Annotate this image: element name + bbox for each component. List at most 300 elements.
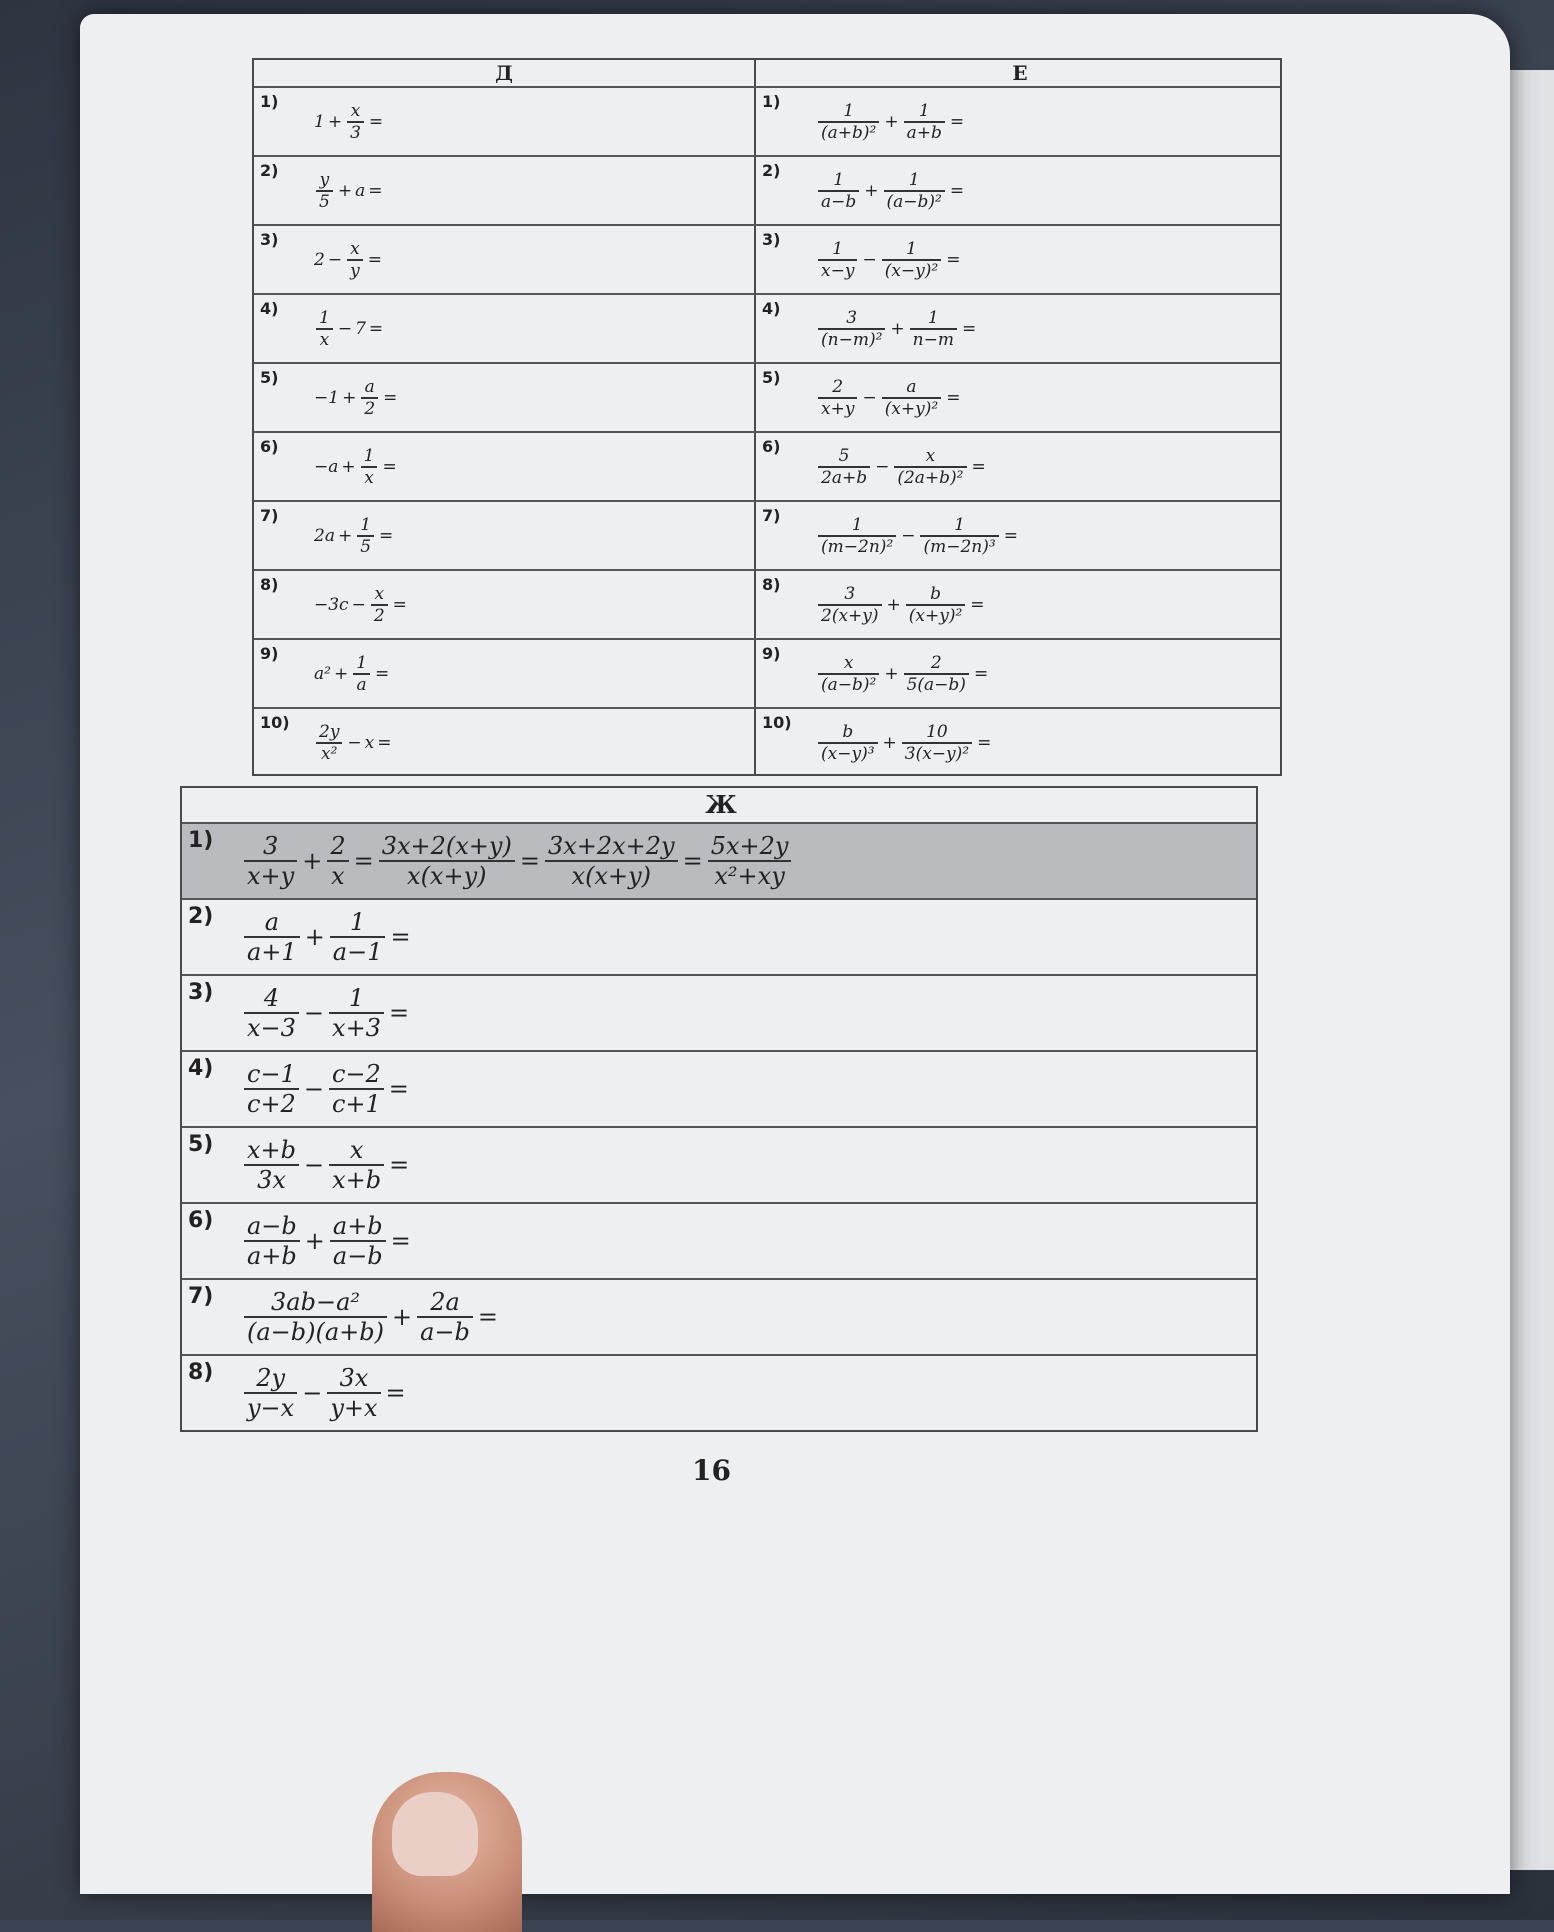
operator: + <box>884 663 899 684</box>
exercise-cell-zh <box>182 976 1256 1050</box>
expression <box>314 239 385 281</box>
exercise-cell-zh <box>182 824 1256 898</box>
denominator: n−m <box>912 329 954 350</box>
denominator: a <box>356 674 367 695</box>
expression <box>242 832 793 890</box>
exercise-cell-e <box>756 226 1282 293</box>
operator: = <box>961 318 977 339</box>
exercise-row <box>254 155 1280 224</box>
exercise-cell-d <box>254 364 754 431</box>
numerator: 1 <box>330 908 386 938</box>
fraction <box>244 1288 387 1346</box>
numerator: 2 <box>818 377 857 399</box>
operator: = <box>368 318 384 339</box>
exercise-row <box>254 224 1280 293</box>
operator: = <box>946 387 961 408</box>
exercise-number: 7) <box>762 506 781 525</box>
operator: = <box>368 180 383 201</box>
denominator: (x−y)³ <box>821 743 875 764</box>
expression <box>314 653 392 695</box>
fraction <box>330 1212 386 1270</box>
exercise-cell-e <box>756 640 1282 707</box>
denominator: (n−m)² <box>821 329 883 350</box>
denominator: 3x <box>257 1166 286 1194</box>
exercise-row <box>182 1278 1256 1354</box>
operator: + <box>890 318 905 339</box>
numerator: 2 <box>904 653 969 675</box>
numerator: 1 <box>818 239 857 261</box>
operator: + <box>333 663 349 684</box>
fraction <box>330 908 386 966</box>
numerator: 4 <box>244 984 299 1014</box>
fraction <box>244 1212 300 1270</box>
exercise-row <box>254 431 1280 500</box>
fraction <box>818 239 857 281</box>
term: −1 <box>314 387 340 408</box>
denominator: x−y <box>821 260 855 281</box>
exercise-number: 1) <box>260 92 279 111</box>
operator: + <box>327 111 343 132</box>
workbook-page <box>80 14 1510 1894</box>
fraction <box>818 515 896 557</box>
term: x <box>364 732 375 753</box>
numerator: x <box>894 446 966 468</box>
operator: = <box>949 180 965 201</box>
operator: = <box>379 525 394 546</box>
fraction <box>818 584 882 626</box>
exercise-cell-e <box>756 502 1282 569</box>
fraction <box>894 446 966 488</box>
page-number: 16 <box>692 1454 731 1487</box>
numerator: c−2 <box>329 1060 384 1090</box>
exercise-row <box>182 1202 1256 1278</box>
operator: = <box>390 923 411 951</box>
expression <box>314 584 410 626</box>
fraction <box>327 832 348 890</box>
expression <box>314 446 400 488</box>
expression <box>816 239 963 281</box>
expression <box>816 446 989 488</box>
exercise-number: 3) <box>188 980 214 1005</box>
fraction <box>818 170 859 212</box>
numerator: 1 <box>818 101 879 123</box>
fraction <box>244 1060 299 1118</box>
fraction <box>818 101 879 143</box>
denominator: x−3 <box>247 1014 296 1042</box>
operator: − <box>862 387 877 408</box>
exercise-cell-zh <box>182 1052 1256 1126</box>
operator: = <box>383 387 398 408</box>
exercise-cell-e <box>756 709 1282 776</box>
exercise-row <box>182 1354 1256 1430</box>
fraction <box>347 101 364 143</box>
exercise-number: 7) <box>260 506 279 525</box>
operator: + <box>341 456 356 477</box>
exercise-cell-e <box>756 364 1282 431</box>
expression <box>242 908 414 966</box>
fraction <box>818 722 878 764</box>
expression <box>816 101 967 143</box>
exercise-number: 10) <box>260 713 290 732</box>
denominator: a−b <box>332 1242 383 1270</box>
fraction <box>371 584 388 626</box>
expression <box>242 1288 501 1346</box>
exercise-number: 2) <box>762 161 781 180</box>
operator: = <box>477 1303 499 1331</box>
denominator: c+1 <box>331 1090 381 1118</box>
exercise-row <box>254 293 1280 362</box>
denominator: 5 <box>360 536 372 557</box>
exercise-cell-d <box>254 433 754 500</box>
fraction <box>906 584 966 626</box>
denominator: y <box>350 260 360 281</box>
fraction <box>904 101 945 143</box>
exercise-cell-d <box>254 295 754 362</box>
operator: = <box>368 111 384 132</box>
exercise-cell-d <box>254 88 754 155</box>
operator: − <box>303 1075 324 1103</box>
exercise-number: 3) <box>260 230 279 249</box>
fraction <box>357 515 374 557</box>
exercise-row <box>182 1126 1256 1202</box>
denominator: (x+y)² <box>908 605 963 626</box>
fraction <box>882 377 942 419</box>
denominator: x+y <box>821 398 855 419</box>
denominator: (2a+b)² <box>897 467 964 488</box>
fraction <box>361 377 378 419</box>
expression <box>314 170 385 212</box>
exercise-cell-e <box>756 295 1282 362</box>
operator: − <box>875 456 890 477</box>
denominator: 5 <box>319 191 330 212</box>
denominator: (a+b)² <box>821 122 877 143</box>
denominator: 3 <box>350 122 361 143</box>
operator: + <box>302 847 323 875</box>
exercise-cell-zh <box>182 1280 1256 1354</box>
numerator: 10 <box>902 722 972 744</box>
denominator: x²+xy <box>714 862 785 890</box>
exercise-cell-zh <box>182 1128 1256 1202</box>
exercise-number: 6) <box>188 1208 214 1233</box>
numerator: b <box>906 584 966 606</box>
numerator: 3x+2x+2y <box>545 832 678 862</box>
exercise-cell-zh <box>182 1204 1256 1278</box>
exercise-cell-d <box>254 571 754 638</box>
expression <box>816 515 1021 557</box>
fraction <box>329 1136 384 1194</box>
exercise-row <box>182 974 1256 1050</box>
operator: − <box>862 249 877 270</box>
exercise-number: 5) <box>260 368 279 387</box>
fraction <box>545 832 678 890</box>
expression <box>816 584 988 626</box>
term: −3c <box>314 594 349 615</box>
operator: = <box>1003 525 1018 546</box>
operator: − <box>347 732 362 753</box>
fraction <box>818 653 879 695</box>
operator: + <box>304 1227 325 1255</box>
fraction <box>244 984 299 1042</box>
denominator: x+3 <box>332 1014 381 1042</box>
exercise-number: 2) <box>188 904 214 929</box>
operator: = <box>519 847 540 875</box>
exercise-number: 4) <box>762 299 781 318</box>
fraction <box>353 653 370 695</box>
numerator: 2 <box>327 832 348 862</box>
numerator: 3ab−a² <box>244 1288 387 1318</box>
exercise-row <box>254 707 1280 776</box>
exercise-number: 5) <box>762 368 781 387</box>
exercise-row <box>254 362 1280 431</box>
fraction <box>244 1136 299 1194</box>
numerator: x <box>818 653 879 675</box>
numerator: 5x+2y <box>708 832 792 862</box>
numerator: a <box>244 908 300 938</box>
numerator: 1 <box>316 308 333 330</box>
numerator: 1 <box>920 515 998 537</box>
operator: = <box>382 456 397 477</box>
exercise-row <box>254 638 1280 707</box>
exercise-cell-e <box>756 88 1282 155</box>
fraction <box>904 653 969 695</box>
term: 1 <box>314 111 325 132</box>
operator: = <box>385 1379 406 1407</box>
exercise-cell-d <box>254 502 754 569</box>
operator: = <box>392 594 407 615</box>
denominator: x(x+y) <box>571 862 651 890</box>
denominator: (x+y)² <box>884 398 939 419</box>
denominator: x² <box>321 743 338 764</box>
numerator: 3 <box>818 308 885 330</box>
exercise-number: 4) <box>260 299 279 318</box>
operator: + <box>337 180 353 201</box>
exercise-row <box>182 898 1256 974</box>
fraction <box>882 239 942 281</box>
denominator: x <box>331 862 345 890</box>
numerator: a <box>882 377 942 399</box>
numerator: 3x <box>327 1364 380 1394</box>
numerator: 1 <box>361 446 378 468</box>
exercise-number: 8) <box>260 575 279 594</box>
denominator: x+y <box>247 862 295 890</box>
operator: + <box>392 1303 413 1331</box>
expression <box>314 722 395 764</box>
exercise-cell-e <box>756 157 1282 224</box>
operator: = <box>388 1075 409 1103</box>
exercise-number: 1) <box>188 828 214 853</box>
operator: − <box>351 594 366 615</box>
exercise-cell-d <box>254 709 754 776</box>
operator: − <box>901 525 916 546</box>
fraction <box>708 832 792 890</box>
term: 7 <box>355 318 366 339</box>
numerator: 1 <box>818 515 896 537</box>
numerator: 3x+2(x+y) <box>379 832 515 862</box>
exercise-cell-zh <box>182 1356 1256 1430</box>
fraction <box>884 170 945 212</box>
numerator: a <box>361 377 378 399</box>
operator: = <box>946 249 961 270</box>
numerator: 1 <box>904 101 945 123</box>
denominator: (m−2n)² <box>821 536 894 557</box>
numerator: a−b <box>244 1212 300 1242</box>
term: −a <box>314 456 339 477</box>
exercise-row <box>254 86 1280 155</box>
operator: − <box>303 999 325 1027</box>
operator: = <box>367 249 382 270</box>
denominator: a−b <box>821 191 857 212</box>
fraction <box>316 722 342 764</box>
operator: − <box>327 249 343 270</box>
expression <box>816 308 979 350</box>
expression <box>242 1060 412 1118</box>
operator: = <box>971 456 986 477</box>
denominator: 5(a−b) <box>906 674 966 695</box>
expression <box>314 377 400 419</box>
denominator: a+1 <box>247 938 297 966</box>
operator: = <box>970 594 985 615</box>
denominator: (a−b)(a+b) <box>247 1318 385 1346</box>
operator: = <box>682 847 703 875</box>
expression <box>314 308 386 350</box>
numerator: 1 <box>357 515 374 537</box>
thumbnail <box>392 1792 478 1876</box>
table-zh <box>180 786 1258 1432</box>
fraction <box>347 239 363 281</box>
operator: + <box>886 594 901 615</box>
denominator: a+b <box>247 1242 297 1270</box>
denominator: y+x <box>330 1394 378 1422</box>
operator: + <box>337 525 353 546</box>
exercise-number: 10) <box>762 713 792 732</box>
exercise-cell-d <box>254 226 754 293</box>
fraction <box>244 908 300 966</box>
expression <box>816 377 963 419</box>
numerator: 1 <box>353 653 370 675</box>
fraction <box>316 170 333 212</box>
numerator: 2y <box>244 1364 297 1394</box>
fraction <box>417 1288 473 1346</box>
denominator: x <box>364 467 374 488</box>
exercise-cell-d <box>254 640 754 707</box>
section-d-header: Д <box>495 61 513 85</box>
exercise-row <box>254 500 1280 569</box>
operator: + <box>304 923 325 951</box>
denominator: x <box>319 329 330 350</box>
denominator: 2(x+y) <box>821 605 879 626</box>
denominator: 2a+b <box>821 467 868 488</box>
denominator: (x−y)² <box>884 260 939 281</box>
fraction <box>902 722 972 764</box>
denominator: 3(x−y)² <box>904 743 970 764</box>
exercise-number: 2) <box>260 161 279 180</box>
denominator: a−b <box>420 1318 470 1346</box>
denominator: 2 <box>373 605 385 626</box>
denominator: x(x+y) <box>407 862 487 890</box>
exercise-number: 8) <box>762 575 781 594</box>
expression <box>816 722 994 764</box>
exercise-number: 9) <box>762 644 781 663</box>
numerator: x <box>347 239 363 261</box>
numerator: 1 <box>329 984 384 1014</box>
fraction <box>316 308 333 350</box>
denominator: a+b <box>906 122 942 143</box>
numerator: b <box>818 722 878 744</box>
fraction <box>361 446 378 488</box>
operator: = <box>375 663 390 684</box>
expression <box>242 984 412 1042</box>
denominator: (a−b)² <box>821 674 877 695</box>
exercise-cell-e <box>756 433 1282 500</box>
term: a² <box>314 663 331 684</box>
fraction <box>920 515 998 557</box>
expression <box>242 1136 412 1194</box>
term: 2 <box>314 249 325 270</box>
exercise-row <box>254 569 1280 638</box>
expression <box>242 1364 409 1422</box>
term: a <box>355 180 366 201</box>
operator: + <box>884 111 899 132</box>
numerator: 2a <box>417 1288 473 1318</box>
exercise-number: 6) <box>762 437 781 456</box>
numerator: 1 <box>818 170 859 192</box>
operator: = <box>973 663 989 684</box>
exercise-number: 9) <box>260 644 279 663</box>
operator: − <box>304 1151 325 1179</box>
fraction <box>379 832 515 890</box>
operator: = <box>949 111 965 132</box>
numerator: 2y <box>316 722 342 744</box>
numerator: a+b <box>330 1212 386 1242</box>
expression <box>314 101 386 143</box>
numerator: x+b <box>244 1136 299 1166</box>
expression <box>816 170 967 212</box>
operator: = <box>389 1151 410 1179</box>
operator: + <box>342 387 357 408</box>
exercise-number: 4) <box>188 1056 214 1081</box>
operator: = <box>353 847 374 875</box>
denominator: x+b <box>332 1166 382 1194</box>
exercise-cell-d <box>254 157 754 224</box>
fraction <box>329 1060 384 1118</box>
fraction <box>244 1364 297 1422</box>
operator: − <box>302 1379 323 1407</box>
numerator: y <box>316 170 333 192</box>
operator: + <box>864 180 879 201</box>
denominator: 2 <box>364 398 376 419</box>
exercise-row <box>182 1050 1256 1126</box>
numerator: x <box>347 101 364 123</box>
exercise-number: 8) <box>188 1360 214 1385</box>
expression <box>314 515 396 557</box>
operator: = <box>977 732 992 753</box>
section-zh-header: Ж <box>705 790 737 819</box>
fraction <box>244 832 297 890</box>
exercise-cell-zh <box>182 900 1256 974</box>
operator: = <box>388 999 410 1027</box>
fraction <box>818 308 885 350</box>
denominator: c+2 <box>247 1090 296 1118</box>
denominator: (a−b)² <box>886 191 942 212</box>
numerator: 3 <box>818 584 882 606</box>
operator: = <box>377 732 392 753</box>
exercise-number: 5) <box>188 1132 214 1157</box>
fraction <box>818 446 870 488</box>
denominator: a−1 <box>332 938 383 966</box>
fraction <box>910 308 957 350</box>
exercise-number: 7) <box>188 1284 214 1309</box>
exercise-number: 3) <box>762 230 781 249</box>
